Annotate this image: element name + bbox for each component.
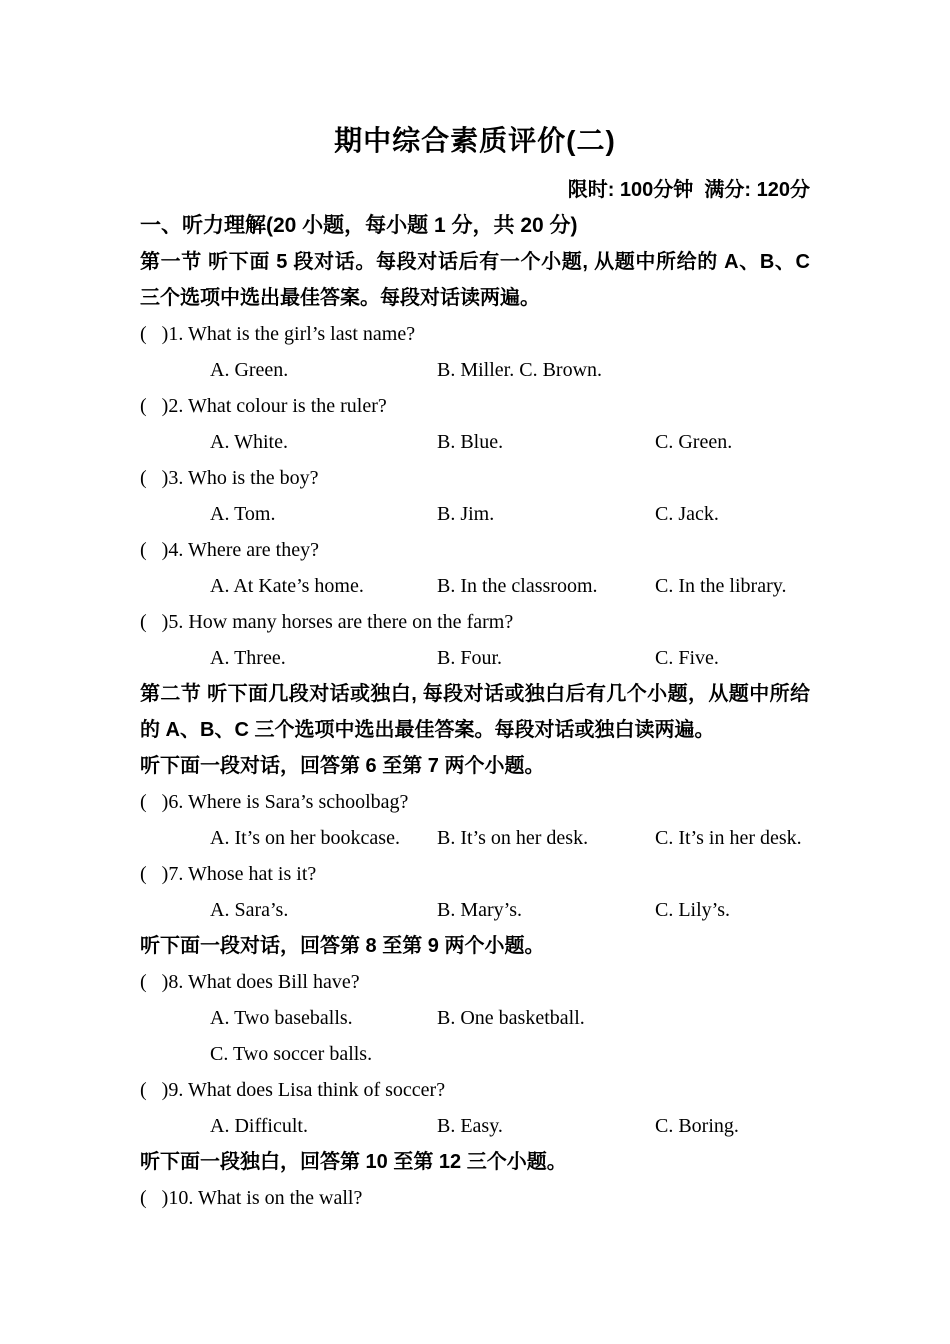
- question-7-option-a: A. Sara’s.: [210, 899, 289, 921]
- question-3-option-a: A. Tom.: [210, 503, 276, 525]
- question-3-option-b: B. Jim.: [437, 503, 495, 525]
- question-8: ( )8. What does Bill have?: [140, 971, 360, 993]
- question-3-options: [140, 496, 810, 532]
- question-8-option-c: C. Two soccer balls.: [210, 1043, 373, 1065]
- question-3-option-c: C. Jack.: [655, 503, 719, 525]
- question-2-option-a: A. White.: [210, 431, 288, 453]
- question-1: ( )1. What is the girl’s last name?: [140, 323, 416, 345]
- lead-questions-10-12: 听下面一段独白，回答第 10 至第 12 三个小题。: [140, 1151, 567, 1173]
- question-10: ( )10. What is on the wall?: [140, 1187, 363, 1209]
- time-and-score-limits: 限时: 100分钟 满分: 120分: [567, 179, 810, 201]
- question-6-option-a: A. It’s on her bookcase.: [210, 827, 400, 849]
- question-7-options: [140, 892, 810, 928]
- question-4-option-b: B. In the classroom.: [437, 575, 598, 597]
- question-5-option-b: B. Four.: [437, 647, 503, 669]
- question-3: ( )3. Who is the boy?: [140, 467, 319, 489]
- section-1-listening-heading: 一、听力理解(20 小题，每小题 1 分，共 20 分): [140, 214, 578, 237]
- question-2: ( )2. What colour is the ruler?: [140, 395, 387, 417]
- question-9-options: [140, 1108, 810, 1144]
- exam-content: [0, 208, 950, 1216]
- question-1-option-b: B. Miller. C. Brown.: [437, 359, 603, 381]
- question-2-option-b: B. Blue.: [437, 431, 504, 453]
- question-6-options: [140, 820, 810, 856]
- question-1-options: [140, 352, 810, 388]
- question-4-option-c: C. In the library.: [655, 575, 787, 597]
- question-4-options: [140, 568, 810, 604]
- question-7-option-b: B. Mary’s.: [437, 899, 522, 921]
- question-8-option-b: B. One basketball.: [437, 1007, 585, 1029]
- question-5-option-a: A. Three.: [210, 647, 286, 669]
- part-2-instructions: 第二节 听下面几段对话或独白, 每段对话或独白后有几个小题，从题中所给的 A、B、C 三个选项中选出最佳答案。每段对话或独白读两遍。: [140, 683, 810, 741]
- question-8-options-row-1: [140, 1000, 810, 1036]
- question-5: ( )5. How many horses are there on the farm?: [140, 611, 514, 633]
- question-9-option-c: C. Boring.: [655, 1115, 739, 1137]
- question-4: ( )4. Where are they?: [140, 539, 319, 561]
- question-8-options-row-2: [140, 1036, 810, 1072]
- question-9: ( )9. What does Lisa think of soccer?: [140, 1079, 446, 1101]
- question-5-option-c: C. Five.: [655, 647, 719, 669]
- part-1-instructions: 第一节 听下面 5 段对话。每段对话后有一个小题, 从题中所给的 A、B、C 三个选项中选出最佳答案。每段对话读两遍。: [140, 251, 810, 309]
- lead-questions-6-7: 听下面一段对话，回答第 6 至第 7 两个小题。: [140, 755, 545, 777]
- question-7: ( )7. Whose hat is it?: [140, 863, 317, 885]
- question-1-option-a: A. Green.: [210, 359, 289, 381]
- question-6-option-b: B. It’s on her desk.: [437, 827, 589, 849]
- question-6: ( )6. Where is Sara’s schoolbag?: [140, 791, 409, 813]
- lead-questions-8-9: 听下面一段对话，回答第 8 至第 9 两个小题。: [140, 935, 545, 957]
- question-8-option-a: A. Two baseballs.: [210, 1007, 353, 1029]
- question-6-option-c: C. It’s in her desk.: [655, 827, 802, 849]
- question-5-options: [140, 640, 810, 676]
- question-2-options: [140, 424, 810, 460]
- question-4-option-a: A. At Kate’s home.: [210, 575, 364, 597]
- question-9-option-b: B. Easy.: [437, 1115, 503, 1137]
- page-title: 期中综合素质评价(二): [334, 125, 616, 156]
- question-2-option-c: C. Green.: [655, 431, 733, 453]
- question-9-option-a: A. Difficult.: [210, 1115, 308, 1137]
- question-7-option-c: C. Lily’s.: [655, 899, 731, 921]
